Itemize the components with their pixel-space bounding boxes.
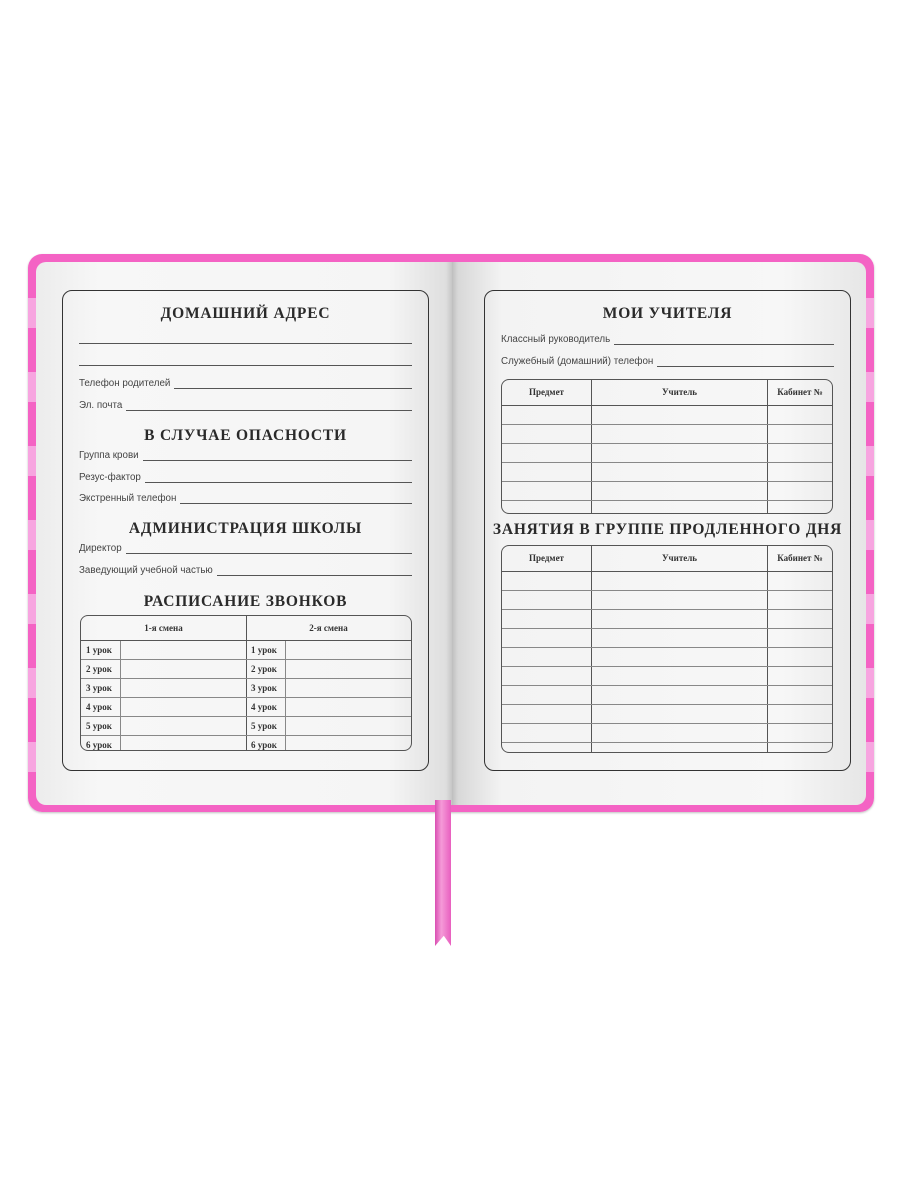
room-column-header: Кабинет №	[777, 553, 823, 563]
table-row[interactable]	[502, 482, 832, 501]
shift-1-header: 1-я смена	[81, 616, 246, 641]
teachers-title: МОИ УЧИТЕЛЯ	[602, 305, 733, 322]
emergency-phone-line[interactable]	[180, 491, 412, 504]
lesson-label: 2 урок	[246, 660, 286, 678]
director-line[interactable]	[126, 541, 412, 554]
address-line-1[interactable]	[79, 343, 412, 344]
table-row[interactable]	[502, 501, 832, 514]
extended-day-table	[501, 545, 833, 753]
table-row[interactable]	[502, 705, 832, 724]
blood-type-field[interactable]	[79, 445, 412, 461]
bells-title: РАСПИСАНИЕ ЗВОНКОВ	[143, 593, 348, 610]
parents-phone-line[interactable]	[174, 376, 412, 389]
lesson-label: 4 урок	[246, 698, 286, 716]
bell-row[interactable]	[246, 679, 411, 698]
table-row[interactable]	[502, 406, 832, 425]
right-page	[452, 262, 866, 805]
lesson-label: 6 урок	[81, 736, 121, 751]
administration-title: АДМИНИСТРАЦИЯ ШКОЛЫ	[128, 520, 363, 537]
email-field[interactable]	[79, 395, 412, 411]
table-row[interactable]	[502, 610, 832, 629]
table-row[interactable]	[502, 629, 832, 648]
left-page	[36, 262, 452, 805]
rh-factor-line[interactable]	[145, 470, 412, 483]
table-row[interactable]	[502, 667, 832, 686]
bell-row[interactable]	[246, 698, 411, 717]
left-page-frame	[62, 290, 429, 771]
shift-2-column	[246, 616, 411, 750]
bell-row[interactable]	[246, 641, 411, 660]
bell-row[interactable]	[81, 717, 246, 736]
lesson-label: 6 урок	[246, 736, 286, 751]
lesson-label: 4 урок	[81, 698, 121, 716]
emergency-phone-label: Экстренный телефон	[79, 493, 177, 504]
lesson-label: 5 урок	[246, 717, 286, 735]
bell-row[interactable]	[81, 660, 246, 679]
bell-row[interactable]	[246, 717, 411, 736]
work-phone-label: Служебный (домашний) телефон	[501, 356, 654, 367]
spine-shadow	[446, 262, 458, 805]
teacher-column-header: Учитель	[592, 546, 768, 571]
blood-type-line[interactable]	[143, 448, 412, 461]
bell-row[interactable]	[81, 641, 246, 660]
rh-factor-label: Резус-фактор	[79, 472, 141, 483]
rh-factor-field[interactable]	[79, 467, 412, 483]
bell-row[interactable]	[81, 679, 246, 698]
director-field[interactable]	[79, 538, 412, 554]
class-teacher-field[interactable]	[501, 329, 834, 345]
table-row[interactable]	[502, 572, 832, 591]
head-teacher-label: Заведующий учебной частью	[79, 565, 213, 576]
director-label: Директор	[79, 543, 122, 554]
teachers-table	[501, 379, 833, 514]
teacher-column-header: Учитель	[592, 380, 768, 405]
parents-phone-label: Телефон родителей	[79, 378, 171, 389]
class-teacher-label: Классный руководитель	[501, 334, 611, 345]
subject-column-header: Предмет	[502, 546, 592, 571]
lesson-label: 2 урок	[81, 660, 121, 678]
email-line[interactable]	[126, 398, 412, 411]
room-column-header: Кабинет №	[777, 387, 823, 397]
table-row[interactable]	[502, 444, 832, 463]
table-row[interactable]	[502, 425, 832, 444]
lesson-label: 3 урок	[246, 679, 286, 697]
extended-day-title: ЗАНЯТИЯ В ГРУППЕ ПРОДЛЕННОГО ДНЯ	[492, 521, 843, 538]
table-row[interactable]	[502, 724, 832, 743]
table-row[interactable]	[502, 463, 832, 482]
bell-row[interactable]	[246, 660, 411, 679]
email-label: Эл. почта	[79, 400, 123, 411]
bell-schedule-table	[80, 615, 412, 751]
lesson-label: 1 урок	[246, 641, 286, 659]
work-phone-field[interactable]	[501, 351, 834, 367]
address-line-2[interactable]	[79, 365, 412, 366]
table-row[interactable]	[502, 591, 832, 610]
table-row[interactable]	[502, 743, 832, 753]
right-page-frame	[484, 290, 851, 771]
lesson-label: 5 урок	[81, 717, 121, 735]
table-row[interactable]	[502, 686, 832, 705]
parents-phone-field[interactable]	[79, 373, 412, 389]
shift-2-header: 2-я смена	[246, 616, 411, 641]
bell-row[interactable]	[81, 698, 246, 717]
bell-row[interactable]	[246, 736, 411, 751]
home-address-title: ДОМАШНИЙ АДРЕС	[160, 305, 331, 322]
subject-column-header: Предмет	[502, 380, 592, 405]
class-teacher-line[interactable]	[614, 332, 834, 345]
blood-type-label: Группа крови	[79, 450, 139, 461]
teachers-table-header	[502, 380, 832, 406]
extended-day-table-header	[502, 546, 832, 572]
head-teacher-line[interactable]	[217, 563, 412, 576]
lesson-label: 1 урок	[81, 641, 121, 659]
table-row[interactable]	[502, 648, 832, 667]
emergency-title: В СЛУЧАЕ ОПАСНОСТИ	[144, 427, 347, 444]
work-phone-line[interactable]	[657, 354, 834, 367]
emergency-phone-field[interactable]	[79, 488, 412, 504]
bell-row[interactable]	[81, 736, 246, 751]
head-teacher-field[interactable]	[79, 560, 412, 576]
shift-1-column	[81, 616, 247, 750]
lesson-label: 3 урок	[81, 679, 121, 697]
bookmark-ribbon[interactable]	[435, 800, 451, 946]
